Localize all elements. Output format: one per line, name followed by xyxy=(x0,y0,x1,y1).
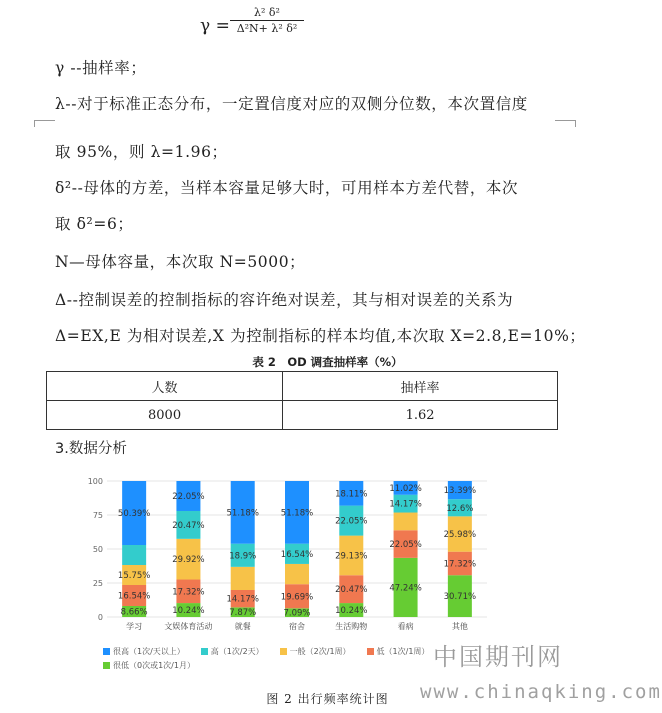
para-n: N—母体容量，本次取 N=5000； xyxy=(55,253,306,271)
page-corner-mark-right xyxy=(555,120,576,127)
table-header-cell: 抽样率 xyxy=(283,372,558,401)
data-label: 17.32% xyxy=(443,559,477,570)
data-label: 12.6% xyxy=(446,503,474,514)
data-label: 20.47% xyxy=(172,520,205,531)
x-tick-label: 学习 xyxy=(126,622,143,631)
para-delta: δ²--母体的方差，当样本容量足够大时，可用样本方差代替，本次 xyxy=(55,179,519,197)
data-label: 30.71% xyxy=(443,592,477,603)
para-gamma: γ --抽样率； xyxy=(55,59,147,77)
formula-lhs: γ = xyxy=(200,16,230,36)
bar-segment xyxy=(394,513,418,531)
data-label: 10.24% xyxy=(335,606,368,617)
para-big-delta: Δ--控制误差的控制指标的容许绝对误差，其与相对误差的关系为 xyxy=(55,291,514,309)
x-tick-label: 其他 xyxy=(451,622,468,631)
chart-legend xyxy=(103,646,483,674)
y-tick-label: 100 xyxy=(87,477,103,486)
data-label: 22.05% xyxy=(389,540,422,551)
legend-item xyxy=(367,646,430,657)
trip-frequency-chart xyxy=(87,470,495,631)
legend-label: 高（1次/2天） xyxy=(210,647,264,656)
x-tick-label: 宿舍 xyxy=(289,622,305,631)
legend-label: 低（1次/1周） xyxy=(376,647,430,656)
data-label: 47.24% xyxy=(389,583,422,594)
legend-swatch xyxy=(280,648,287,655)
formula-numerator: λ² δ² xyxy=(230,6,304,21)
data-label: 14.17% xyxy=(226,594,259,605)
data-label: 19.69% xyxy=(280,592,314,603)
page-corner-mark-left xyxy=(34,120,55,127)
x-tick-label: 看病 xyxy=(397,622,414,631)
bar-segment xyxy=(231,567,255,590)
data-label: 50.39% xyxy=(117,508,151,519)
table-cell: 8000 xyxy=(47,401,283,430)
data-label: 16.54% xyxy=(117,591,151,602)
data-label: 22.05% xyxy=(172,491,205,502)
formula-denominator: Δ²N+ λ² δ² xyxy=(236,22,298,35)
table-caption: 表 2 OD 调查抽样率（%） xyxy=(252,355,403,369)
y-tick-label: 50 xyxy=(92,545,103,554)
formula-fraction xyxy=(230,6,304,35)
watermark-cn: 中国期刊网 xyxy=(433,643,563,671)
data-label: 29.92% xyxy=(172,555,205,566)
legend-item xyxy=(103,646,185,657)
section-title: 3.数据分析 xyxy=(55,441,127,457)
data-label: 25.98% xyxy=(443,530,477,541)
data-label: 20.47% xyxy=(335,585,368,596)
bar-segment xyxy=(122,545,146,565)
data-label: 15.75% xyxy=(117,570,151,581)
legend-swatch xyxy=(103,662,110,669)
data-label: 29.13% xyxy=(335,551,368,562)
data-label: 10.24% xyxy=(172,606,205,617)
legend-label: 一般（2次/1周） xyxy=(289,647,351,656)
para-delta-value: 取 δ²=6； xyxy=(55,215,134,233)
legend-item xyxy=(201,646,264,657)
data-label: 14.17% xyxy=(389,499,422,510)
y-tick-label: 0 xyxy=(97,613,103,622)
data-label: 51.18% xyxy=(226,508,259,519)
para-big-delta-value: Δ=EX,E 为相对误差,X 为控制指标的样本均值,本次取 X=2.8,E=10%； xyxy=(55,327,586,345)
data-label: 18.11% xyxy=(335,489,368,500)
legend-swatch xyxy=(201,648,208,655)
data-label: 11.02% xyxy=(389,483,422,494)
x-tick-label: 就餐 xyxy=(234,622,251,631)
para-lambda-value: 取 95%，则 λ=1.96； xyxy=(55,143,228,161)
para-lambda: λ--对于标准正态分布，一定置信度对应的双侧分位数，本次置信度 xyxy=(55,95,528,113)
od-sampling-table xyxy=(46,371,558,430)
table-row xyxy=(47,401,558,430)
table-header-row xyxy=(47,372,558,401)
data-label: 7.09% xyxy=(283,608,311,619)
y-tick-label: 75 xyxy=(92,511,103,520)
legend-label: 很低（0次或1次/1月） xyxy=(113,661,195,670)
legend-item xyxy=(103,660,195,671)
bar-segment xyxy=(285,564,309,584)
data-label: 16.54% xyxy=(280,549,314,560)
table-header-cell: 人数 xyxy=(47,372,283,401)
watermark-url: www.chinaqking.com xyxy=(420,681,662,703)
table-cell: 1.62 xyxy=(283,401,558,430)
data-label: 22.05% xyxy=(335,516,368,527)
x-tick-label: 生活购物 xyxy=(335,622,368,631)
data-label: 51.18% xyxy=(280,508,314,519)
data-label: 8.66% xyxy=(120,607,148,618)
data-label: 17.32% xyxy=(172,587,205,598)
legend-swatch xyxy=(367,648,374,655)
legend-swatch xyxy=(103,648,110,655)
legend-item xyxy=(280,646,351,657)
data-label: 13.39% xyxy=(443,486,477,497)
x-tick-label: 文娱体育活动 xyxy=(164,622,213,631)
y-tick-label: 25 xyxy=(92,579,103,588)
figure-caption: 图 2 出行频率统计图 xyxy=(266,692,389,706)
legend-label: 很高（1次/天以上） xyxy=(113,647,185,656)
data-label: 18.9% xyxy=(229,551,257,562)
data-label: 7.87% xyxy=(229,608,257,619)
